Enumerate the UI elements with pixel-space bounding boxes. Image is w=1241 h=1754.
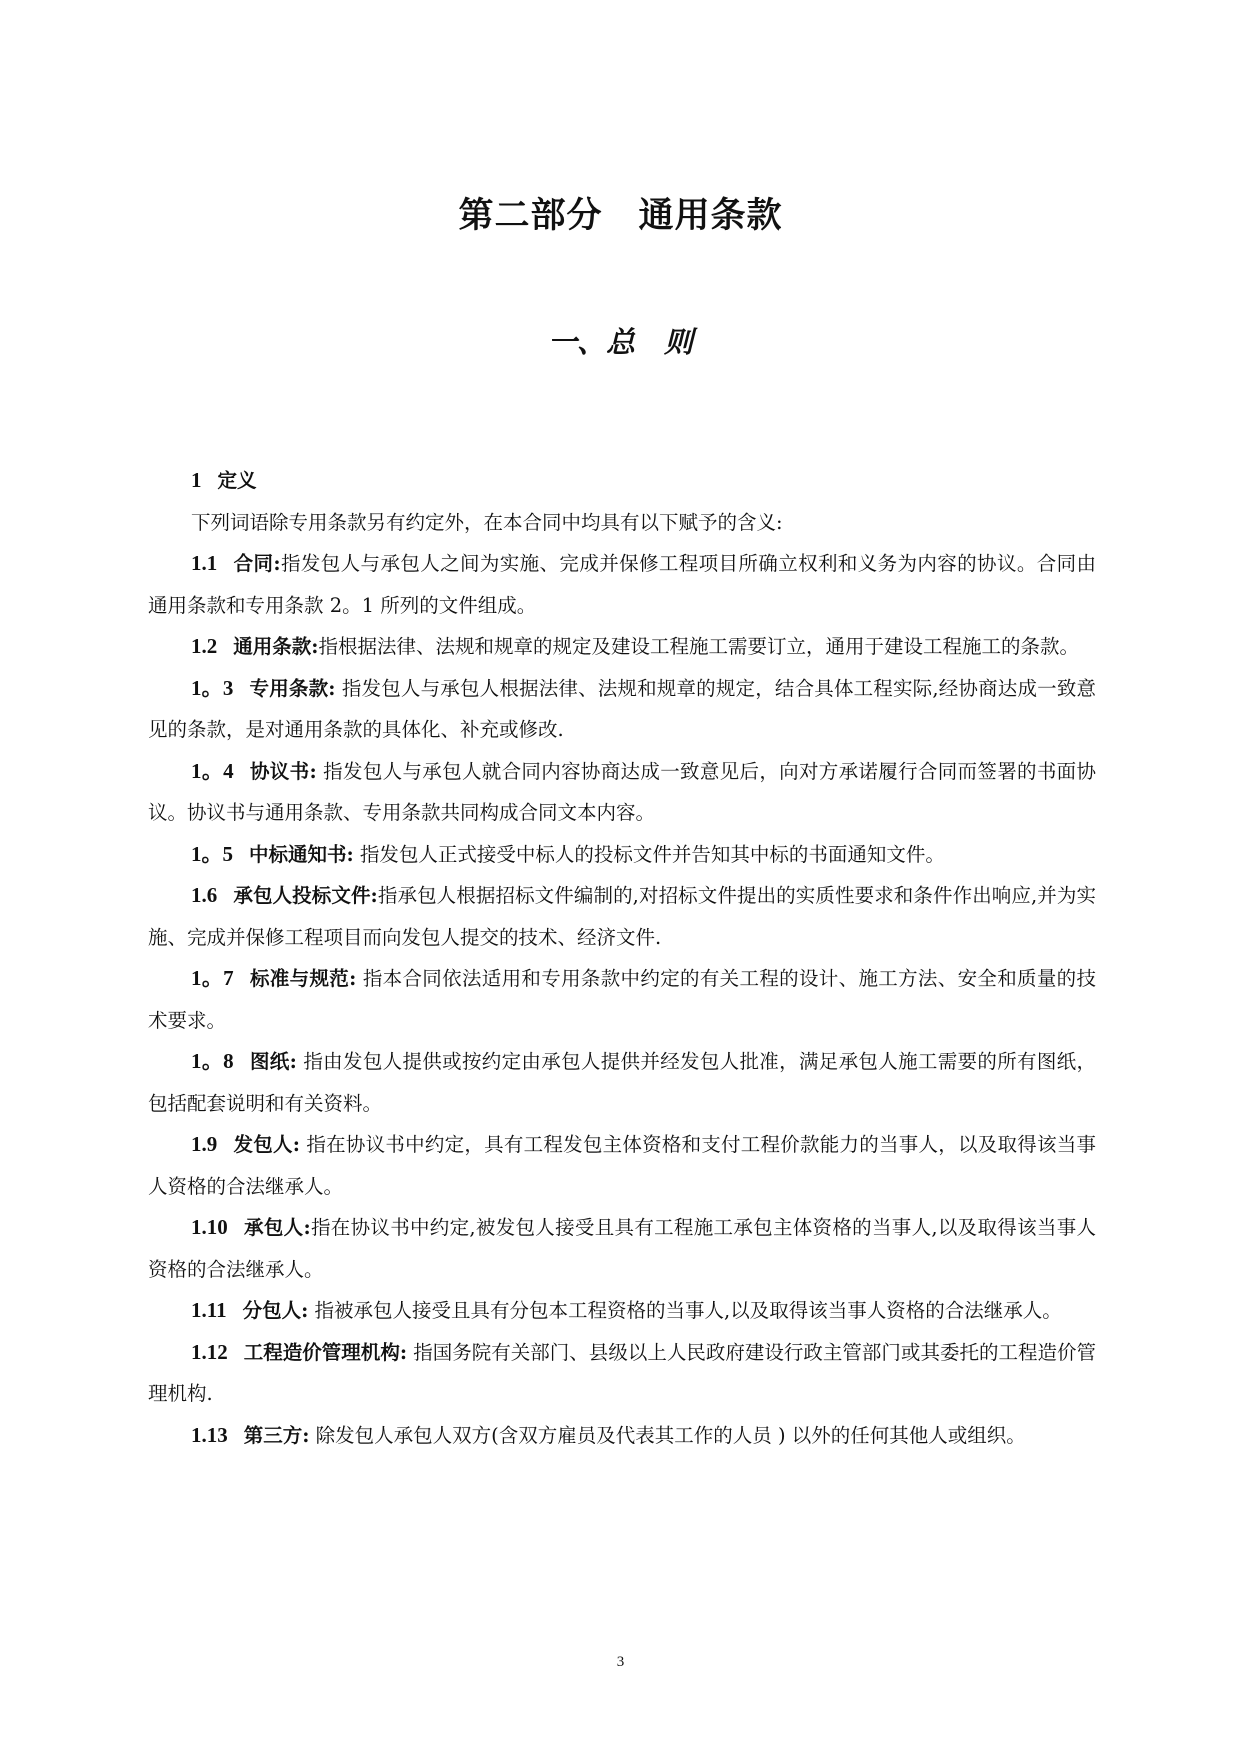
clause-number: 1.1 [191, 551, 218, 575]
clause-1-2 [148, 626, 1096, 668]
clause-term: 中标通知书: [249, 842, 354, 866]
section-number: 1 [191, 468, 202, 492]
clause-number: 1.9 [191, 1132, 218, 1156]
intro-paragraph: 下列词语除专用条款另有约定外，在本合同中均具有以下赋予的含义: [191, 510, 783, 534]
section-title: 定义 [217, 469, 257, 492]
clause-term: 合同: [233, 552, 281, 575]
clause-number: 1.11 [191, 1298, 227, 1322]
clause-term: 协议书: [249, 759, 317, 783]
clause-term: 承包人投标文件: [233, 884, 378, 907]
clause-text: 指由发包人提供或按约定由承包人提供并经发包人批准，满足承包人施工需要的所有图纸，包括配套说明和有关资料。 [148, 1050, 1096, 1115]
clause-1-12 [148, 1332, 1096, 1415]
clause-1-3 [148, 668, 1096, 751]
clause-text: 指根据法律、法规和规章的规定及建设工程施工需要订立，通用于建设工程施工的条款。 [318, 635, 1079, 658]
clause-text: 指在协议书中约定,被发包人接受且具有工程施工承包主体资格的当事人,以及取得该当事人资格的合法继承人。 [148, 1216, 1096, 1281]
clause-term: 发包人: [233, 1133, 300, 1156]
page-number: 3 [616, 1654, 625, 1670]
clause-text: 指发包人与承包人就合同内容协商达成一致意见后，向对方承诺履行合同而签署的书面协议。协议书与通用条款、专用条款共同构成合同文本内容。 [148, 759, 1097, 824]
document-body [148, 460, 1096, 1456]
clause-1-8 [148, 1041, 1096, 1124]
clause-number: 1。5 [191, 841, 233, 866]
clause-number: 1.10 [191, 1215, 228, 1239]
clause-text: 除发包人承包人双方(含双方雇员及代表其工作的人员 ) 以外的任何其他人或组织。 [309, 1423, 1026, 1447]
clause-1-7 [148, 958, 1096, 1041]
clause-term: 图纸: [249, 1050, 297, 1073]
clause-text: 指发包人与承包人根据法律、法规和规章的规定，结合具体工程实际,经协商达成一致意见的条款，是对通用条款的具体化、补充或修改. [148, 676, 1097, 741]
clause-term: 专用条款: [249, 676, 336, 700]
chapter-title: 一、总 则 [547, 325, 693, 359]
clause-text: 指承包人根据招标文件编制的,对招标文件提出的实质性要求和条件作出响应,并为实施、完成并保修工程项目而向发包人提交的技术、经济文件. [148, 884, 1096, 949]
clause-text: 指在协议书中约定，具有工程发包主体资格和支付工程价款能力的当事人，以及取得该当事人资格的合法继承人。 [148, 1133, 1096, 1198]
clause-text: 指本合同依法适用和专用条款中约定的有关工程的设计、施工方法、安全和质量的技术要求。 [148, 967, 1097, 1032]
clause-term: 分包人: [242, 1299, 309, 1322]
clause-number: 1。4 [191, 758, 234, 783]
clause-1-6 [148, 875, 1096, 958]
clause-text: 指被承包人接受且具有分包本工程资格的当事人,以及取得该当事人资格的合法继承人。 [308, 1299, 1062, 1322]
clause-text: 指发包人正式接受中标人的投标文件并告知其中标的书面通知文件。 [353, 842, 945, 866]
clause-1-13 [148, 1415, 1096, 1457]
clause-number: 1.13 [191, 1422, 228, 1447]
clause-1-10 [148, 1207, 1096, 1290]
clause-term: 承包人: [243, 1216, 311, 1239]
clause-number: 1.12 [191, 1339, 228, 1364]
part-title: 第二部分 通用条款 [458, 196, 783, 236]
clause-number: 1。3 [191, 675, 234, 700]
clause-text: 指发包人与承包人之间为实施、完成并保修工程项目所确立权利和义务为内容的协议。合同由通用条款和专用条款 2。1 所列的文件组成。 [148, 552, 1096, 617]
clause-term: 通用条款: [233, 635, 319, 658]
clause-term: 工程造价管理机构: [243, 1340, 408, 1364]
clause-1-1 [148, 543, 1096, 626]
clause-1-5 [148, 834, 1096, 876]
clause-1-11 [148, 1290, 1096, 1332]
clause-number: 1.2 [191, 634, 218, 658]
clause-number: 1。8 [191, 1049, 234, 1073]
clause-number: 1。7 [191, 966, 234, 990]
section-heading [148, 460, 1096, 502]
clause-1-4 [148, 751, 1096, 834]
clause-text: 指国务院有关部门、县级以上人民政府建设行政主管部门或其委托的工程造价管理机构. [148, 1340, 1097, 1405]
clause-term: 标准与规范: [249, 967, 357, 990]
clause-number: 1.6 [191, 883, 218, 907]
clause-1-9 [148, 1124, 1096, 1207]
clause-term: 第三方: [243, 1423, 310, 1447]
